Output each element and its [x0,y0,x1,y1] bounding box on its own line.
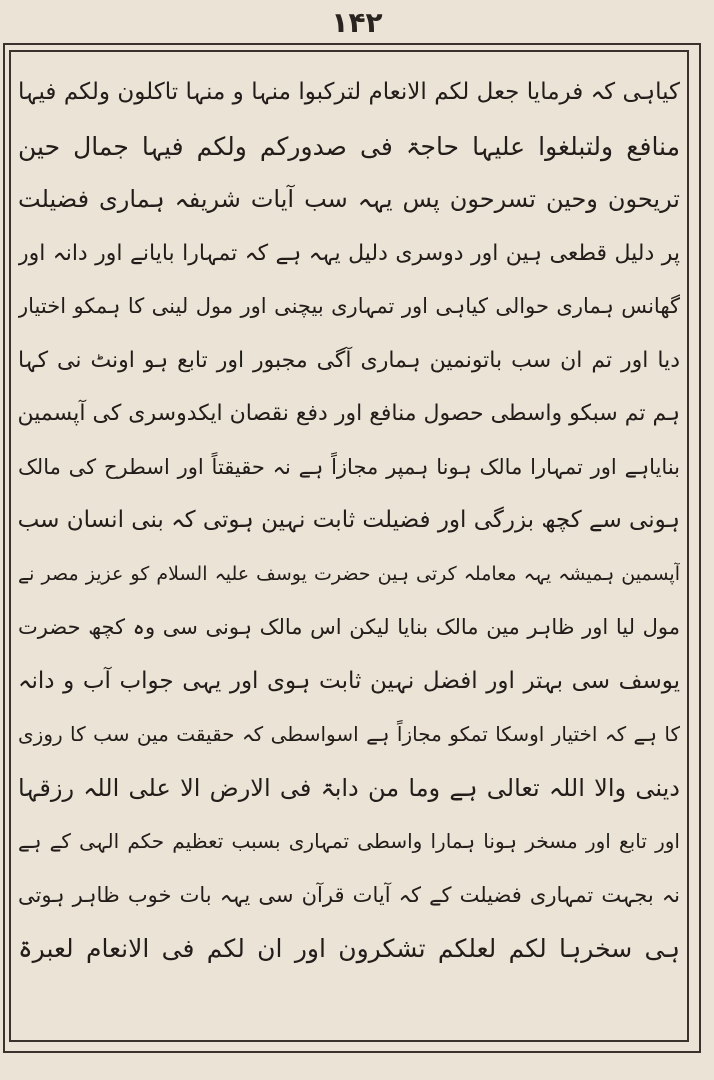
text-line: آپسمین ہمیشہ یہہ معاملہ کرتی ہین حضرت یوسف علیہ السلام کو عزیز مصر نے [18,562,680,585]
text-line: پر دلیل قطعی ہین اور دوسری دلیل یہہ ہے کہ تمہارا بایانے اور دانہ اور [18,240,680,266]
text-line: مول لیا اور ظاہر مین مالک بنایا لیکن اس مالک ہونی سی وہ کچھ حضرت [18,615,680,639]
text-line: دیا اور تم ان سب باتونمین ہماری آگی مجبور اور تابع ہو اونٹ نی کہا [18,347,680,373]
body-text [18,66,680,1034]
text-line: تریحون وحین تسرحون پس یہہ سب آیات شریفہ ہماری فضیلت [18,185,680,213]
text-line: نہ بجہت تمہاری فضیلت کے کہ آیات قرآن سی یہہ بات خوب ظاہر ہوتی [18,882,680,907]
text-line: ہم تم سبکو واسطی حصول منافع اور دفع نقصان ایکدوسری کی آپسمین [18,401,680,426]
text-line: دینی والا اللہ تعالی ہے وما من دابۃ فی الارض الا علی اللہ رزقہا [18,773,680,802]
text-line: کیاہی کہ فرمایا جعل لکم الانعام لترکبوا منہا و منہا تاکلون ولکم فیہا [18,79,680,105]
text-line: گھانس ہماری حوالی کیاہی اور تمہاری بیچنی اور مول لینی کا ہمکو اختیار [18,294,680,318]
text-line: اور تابع اور مسخر ہونا ہمارا واسطی تمہاری بسبب تعظیم حکم الہی کے ہے [18,829,680,853]
text-line: بنایاہے اور تمہارا مالک ہونا ہمپر مجازاً ہے نہ حقیقتاً اور اسطرح کی مالک [18,454,680,479]
text-line: ہونی سے کچھ بزرگی اور فضیلت ثابت نہین ہوتی کہ بنی انسان سب [18,507,680,533]
text-line: منافع ولتبلغوا علیہا حاجۃ فی صدورکم ولکم فیہا جمال حین [18,131,680,161]
text-line: کا ہے کہ اختیار اوسکا تمکو مجازاً ہے اسواسطی کہ حقیقت مین سب کا روزی [18,722,680,746]
page-number: ۱۴۲ [331,6,383,39]
text-line: یوسف سی بہتر اور افضل نہین ثابت ہوی اور یہی جواب آب و دانہ [18,667,680,694]
text-line: ہی سخرہا لکم لعلکم تشکرون اور ان لکم فی الانعام لعبرۃ [18,934,680,963]
